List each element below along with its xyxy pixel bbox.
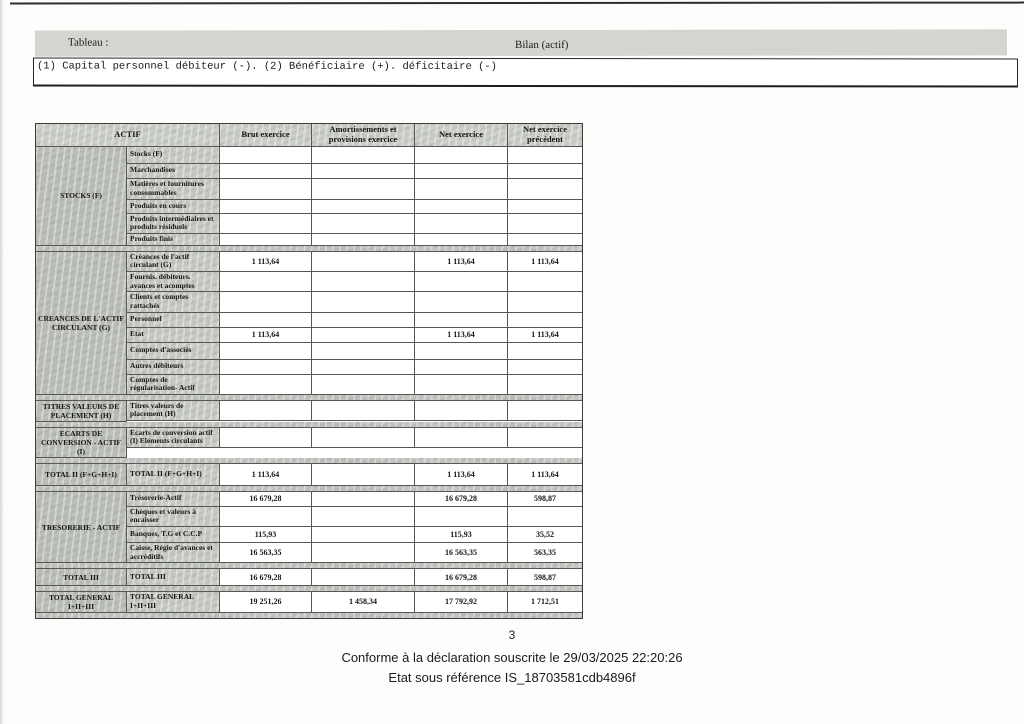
row-label: Produits finis [127,234,220,246]
page-number: 3 [508,628,516,642]
cell-net [415,214,508,234]
cell-brut: 16 679,28 [220,492,312,507]
cell-amort [312,343,415,360]
col-header-amortissements: Amortissements et provisions exercice [312,124,415,147]
section-group-label: ECARTS DE CONVERSION - ACTIF (I) [36,428,127,458]
table-row [127,292,582,312]
row-label: Caisse, Régie d'avances et accréditifs [127,543,220,563]
section-group-label: TITRES VALEURS DE PLACEMENT (H) [36,401,127,422]
cell-amort [312,464,415,486]
cell-amort [312,214,415,234]
cell-brut [220,313,312,328]
cell-net_prec: 1 712,51 [508,592,582,612]
col-header-net-precedent: Net exercice précédent [508,124,582,147]
cell-amort [312,543,415,563]
reference-statement: Etat sous référence IS_18703581cdb4896f [388,670,636,685]
cell-amort [312,252,415,272]
table-row [127,527,582,543]
cell-amort [312,428,415,448]
cell-amort [312,292,415,312]
cell-net_prec [508,179,582,200]
col-header-actif: ACTIF [36,124,220,147]
table-row [127,464,582,486]
table-row [127,401,582,421]
cell-net: 1 113,64 [415,464,508,486]
table-row [127,343,582,360]
table-row [127,507,582,527]
cell-brut [220,200,312,214]
table-row [127,234,582,246]
section-rows [127,147,582,246]
table-row [127,252,582,272]
cell-brut [220,428,312,448]
table-row [127,428,582,448]
cell-amort [312,401,415,421]
cell-net_prec [508,272,582,292]
cell-amort [312,147,415,164]
section-group-label: TOTAL GENERAL I+II+III [36,592,127,613]
cell-net [415,272,508,292]
table-row [127,214,582,234]
row-label: Stocks (F) [127,147,220,164]
cell-net_prec: 563,35 [508,543,582,563]
cell-brut: 115,93 [220,527,312,543]
section-rows [127,492,582,564]
table-section [36,401,582,422]
cell-net [415,292,508,312]
cell-brut [220,147,312,164]
row-label: Titres valeurs de placement (H) [127,401,220,421]
cell-net_prec [508,147,582,164]
table-section [36,464,582,486]
cell-net [415,343,508,360]
section-group-label: TRESORERIE - ACTIF [36,492,127,564]
cell-net_prec [508,164,582,179]
section-rows [127,428,582,458]
cell-brut: 1 113,64 [220,328,312,343]
cell-net: 1 113,64 [415,252,508,272]
table-row [127,543,582,563]
footnote-text: (1) Capital personnel débiteur (-). (2) Bénéficiaire (+). déficitaire (-) [36,60,497,73]
cell-net [415,179,508,200]
cell-net_prec [508,375,582,395]
cell-brut [220,343,312,360]
col-header-brut-exercice: Brut exercice [220,124,312,147]
cell-net: 17 792,92 [415,592,508,612]
cell-net_prec [508,343,582,360]
cell-net [415,428,508,448]
cell-net [415,147,508,164]
cell-net [415,507,508,527]
cell-net_prec: 1 113,64 [508,328,582,343]
table-section [36,428,582,458]
cell-brut [220,375,312,395]
tableau-label: Tableau : [67,36,109,49]
cell-brut [220,179,312,200]
row-label: Chèques et valeurs à encaisser [127,507,220,527]
row-label: Comptes de régularisation- Actif [127,375,220,395]
cell-net: 16 563,35 [415,543,508,563]
cell-net_prec [508,234,582,246]
table-row [127,592,582,612]
cell-net [415,164,508,179]
table-body [36,147,582,619]
cell-net_prec: 35,52 [508,527,582,543]
scan-top-edge-line [10,2,1024,5]
cell-amort [312,492,415,507]
cell-net_prec [508,428,582,448]
table-row [127,328,582,343]
cell-amort: 1 458,34 [312,592,415,612]
cell-net: 16 679,28 [415,569,508,586]
row-label: TOTAL II (F+G+H+I) [127,464,220,486]
row-label: Clients et comptes rattachés [127,292,220,312]
section-group-label: CREANCES DE L'ACTIF CIRCULANT (G) [36,252,127,395]
table-row [127,313,582,328]
table-section [36,492,582,564]
table-row [127,375,582,395]
section-rows [127,401,582,422]
cell-net: 16 679,28 [415,492,508,507]
scan-left-edge-shadow [0,0,4,724]
cell-amort [312,179,415,200]
row-label: Matières et fournitures consommables [127,179,220,200]
row-label: Produits en cours [127,200,220,214]
cell-amort [312,527,415,543]
table-row [127,200,582,214]
section-separator [36,613,582,618]
cell-net [415,313,508,328]
cell-amort [312,164,415,179]
table-row [127,147,582,164]
cell-net_prec [508,200,582,214]
cell-net [415,200,508,214]
document-header-bar [35,29,1007,56]
row-label: Produits intermédiaires et produits résiduels [127,214,220,234]
section-rows [127,592,582,613]
table-row [127,569,582,586]
section-rows [127,252,582,395]
cell-net_prec: 1 113,64 [508,464,582,486]
cell-brut [220,164,312,179]
cell-brut [220,292,312,312]
bilan-actif-title: Bilan (actif) [514,38,569,52]
table-row [127,179,582,200]
cell-brut: 1 113,64 [220,252,312,272]
cell-net: 115,93 [415,527,508,543]
cell-net_prec: 1 113,64 [508,252,582,272]
cell-amort [312,569,415,586]
table-row [127,164,582,179]
row-label: TOTAL GENERAL I+II+III [127,592,220,612]
table-row [127,360,582,375]
cell-brut: 16 563,35 [220,543,312,563]
cell-net_prec [508,214,582,234]
table-row [127,272,582,292]
table-header-row [36,124,582,147]
cell-net_prec [508,507,582,527]
table-section [36,252,582,395]
bilan-actif-table [35,123,583,619]
cell-amort [312,234,415,246]
section-rows [127,569,582,586]
cell-amort [312,272,415,292]
cell-net_prec: 598,87 [508,569,582,586]
table-section [36,147,582,246]
cell-net: 1 113,64 [415,328,508,343]
row-label: Fournis. débiteurs. avances et acomptes [127,272,220,292]
col-header-net-exercice: Net exercice [415,124,508,147]
cell-net_prec: 598,87 [508,492,582,507]
cell-amort [312,375,415,395]
row-label: Marchandises [127,164,220,179]
cell-amort [312,360,415,375]
cell-net [415,375,508,395]
table-section [36,569,582,586]
cell-brut [220,272,312,292]
cell-brut [220,360,312,375]
cell-brut: 1 113,64 [220,464,312,486]
cell-brut [220,214,312,234]
row-label: Créances de l'actif circulant (G) [127,252,220,272]
cell-brut [220,401,312,421]
footnote-box [33,57,1018,87]
row-label: Ecarts de conversion actif (I) Eléments circulants [127,428,220,448]
cell-amort [312,328,415,343]
row-label: Personnel [127,313,220,328]
cell-net [415,234,508,246]
row-label: Etat [127,328,220,343]
row-label: Autres débiteurs [127,360,220,375]
section-group-label: TOTAL II (F+G+H+I) [36,464,127,486]
cell-net_prec [508,292,582,312]
cell-brut: 19 251,26 [220,592,312,612]
cell-net_prec [508,313,582,328]
row-label: Banques, T.G et C.C.P [127,527,220,543]
row-label: TOTAL III [127,569,220,586]
cell-net [415,360,508,375]
cell-net [415,401,508,421]
table-section [36,592,582,613]
cell-brut: 16 679,28 [220,569,312,586]
section-rows [127,464,582,486]
row-label: Trésorerie-Actif [127,492,220,507]
row-label: Comptes d'associés [127,343,220,360]
cell-brut [220,507,312,527]
conformity-statement: Conforme à la déclaration souscrite le 29/03/2025 22:20:26 [341,650,683,665]
table-row [127,492,582,507]
cell-amort [312,507,415,527]
cell-amort [312,313,415,328]
cell-amort [312,200,415,214]
cell-brut [220,234,312,246]
section-group-label: STOCKS (F) [36,147,127,246]
section-group-label: TOTAL III [36,569,127,586]
cell-net_prec [508,401,582,421]
cell-net_prec [508,360,582,375]
